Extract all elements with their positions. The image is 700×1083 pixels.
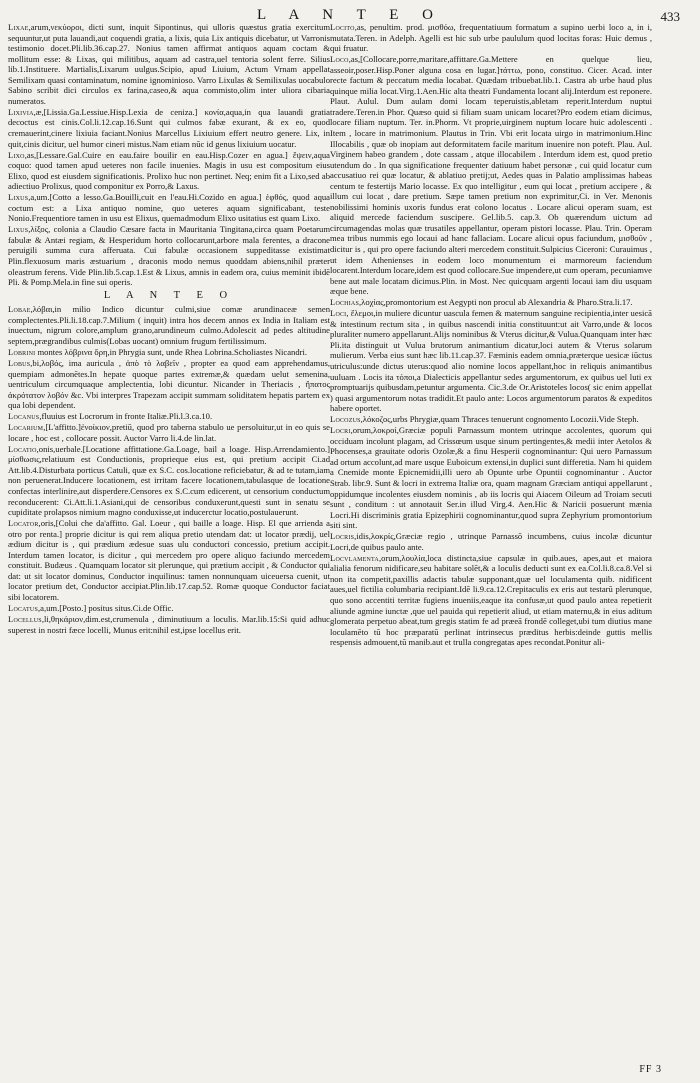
running-head-title: L A N T E O [257, 7, 443, 23]
entry-headword: Locator [8, 518, 39, 529]
entry-headword: Lochias [330, 297, 359, 308]
entry-headword: Lobus [8, 357, 31, 368]
entry-text: ,arum,νεκύοροι, dicti sunt, inquit Sipontinus, qui ulloris quæstus gratia exercitum sequuntur,ut puta lauandi,aut coquendi gratia, a lixis, quia Lix antiquis dicebatur, ut Varronis testimonio docet.Pli.lib.36.cap.27. Nonius tamen affirmat antiquos aquam coctam & mollitum esse: & Lixas, qui militibus, aquam ad castra,uel tentoria solent ferre. Silius lib.1.Instituere. Martialis,Lixarum uulgus.Scipio, apud Liuium, Actum Vrnam appellat Semilixam quasi contaminatum, nomine ignominioso. Varro Lixulas & Semilixulas uocabulo Sabino scribit dici circulos ex farina,caseo,& aqua commisto,olim inter uliora cibaria numeratos. [8, 22, 330, 106]
entry-text: ,λόκοζος,urbs Phrygiæ,quam Thraces tenuerunt cognomento Locozii.Vide Steph. [360, 414, 639, 425]
dictionary-entry [8, 224, 330, 287]
dictionary-entry [8, 22, 330, 106]
entry-text: ,bi,λοβός, ima auricula , ἀπὸ τὸ λαβεῖν , propter ea quod eam apprehendamus, quempiam admonētes.In hepate quoque partes extremæ,& quædam uelut semenina, uentriculum circumquaque amplectentia, lobi dicuntur. Nicander in Theriacis , ἤπατος ἀκρότατον λοβόν &c. Vbi interpres Trapezam accipit summam soliditatem hepatis partem ex qua lobi dependent. [8, 357, 330, 411]
dictionary-entry [330, 54, 652, 297]
entry-headword: Locatus [8, 603, 38, 614]
dictionary-entry [8, 411, 330, 422]
dictionary-entry [8, 150, 330, 192]
entry-text: ,[L'affitto.]ἐνοίκιον,pretiū, quod pro taberna stabulo ue persoluitur,ut in eo quis se locare , hoc est , collocare possit. Auctor Varro li.4.de lin.lat. [8, 422, 330, 443]
entry-headword: Lixae [8, 22, 29, 32]
entry-text: ,orum,λοκροί,Græciæ populi Parnassum montem utrinque accolentes, quorum qui occiduam incolunt plagam, ad Crissœum usque sinum pertingentes,& medii inter Aetolos & Phocenses,a grauitate odoris Ozolæ,& a finu Hesperii cognominantur: Qui uero Parnassum ad ortum accolunt,ad mare usque Euboicum extensi,in duplici sunt differetia. Nam hi quidem a Cnemide monte Epicnemidii,illi uero ab Opunte urbe Opuntii cognominantur . Auctor Strab. libr.9. Sunt & locri in extrema Italiæ ora, quam magnam Græciam antiqui appellarunt , oppidumque incolentes eiusdem nominis , ab iis locris qui Aiacem Oileum ad Troiam secuti sunt , conditum : ut annotauit Ser.in illud Virg.4. Aen.Hic & Naricii posuerunt mænia Locri.Hi discriminis gratia Epizephirii cognominantur,quod supra Zephyrium promontorium siti sint. [330, 425, 652, 531]
dictionary-entry [330, 531, 652, 552]
entry-text: ,æ,[Lissia.Ga.Lessiue.Hisp.Lexia de ceniza.] κονία,aqua,in qua lauandi gratia decoctus est cinis.Col.li.12.cap.16.Sunt qui culmos fabæ exurant, & ex eo, quod cremauerint,cinere lixiuia faciant.Nonius Marcellus Lixiuium effert neutro genere. Lix, in quit,cinis dicitur, uel humor cineri mistus.Nam etiam nūc id genus lixiuium uocatur. [8, 106, 330, 149]
entry-headword: Locris [330, 531, 355, 542]
dictionary-entry [8, 444, 330, 518]
dictionary-entry [8, 422, 330, 443]
entry-text: montes λόβρινα ὄρη,in Phrygia sunt, unde Rhea Lobrina.Scholiastes Nicandri. [35, 346, 308, 357]
dictionary-entry [8, 347, 330, 358]
entry-text: , ἕλεμοι,in muliere dicuntur uascula femen & maternum sanguine recipientia,inter uesicā & intestinum rectum sita , in quibus nascendi initia constituunt:ut ait Varro,unde & locos pluraliter numero appellarunt.Alijs nominibus & Vterus dicitur,& Vulua.Quanquam inter hæc Pli.ita distinguit ut Vulua brutorum animantium dicatur,loci autem & Vterus solarum mulierum. Verba eius sunt hæc lib.11.cap.37. Fæminis eadem omnia,præterque uesicæ iūctus utriculus:unde dictus uterus:quod alio nomine locos appellant,hoc in reliquis animantibus uuluam . Locis ita τόποι,a Dialecticis appellantur sedes argumentorum, ex quibus uel luti ex promptuarijs quibusdam,petuntur argumenta. Cic.3.de Or.Aristoteles locos( sic enim appellat ) quasi argumentorum notas tradidit.Et paulo ante: Locos argumentorum paratos & expeditos habere oportet. [330, 308, 652, 414]
left-column [8, 22, 330, 636]
entry-headword: Lixus [8, 192, 29, 203]
dictionary-entry [8, 304, 330, 346]
dictionary-entry [330, 297, 652, 308]
entry-text: ,a,um.[Cotto a lesso.Ga.Bouilli,cuit en l'eau.Hi.Cozido en agua.] ἑφθός, quod aqua coctum est: a Lixa antiquo nomine, quo ueteres aquam significabant, teste Nonio.Frequentiore tamen in usu est Elixus, quemadmodum Elixo usitatius est quam Lixo. [8, 192, 330, 224]
entry-headword: Locarium [8, 422, 44, 433]
entry-headword: Loco [330, 54, 349, 65]
entry-text: ,λοχίας,promontorium est Aegypti non procul ab Alexandria & Pharo.Stra.li.17. [359, 297, 633, 308]
dictionary-entry [8, 603, 330, 614]
section-heading: L A N T E O [103, 289, 235, 301]
entry-text: ,λόβαι,in milio Indico dicuntur culmi,siue comæ arundinaceæ semen complectentes.Pli.li.18.cap.7.Milium ( inquit) intra hos decem annos ex India in Italiam est inuectum, nigrum colore,amplum grano,arundineum culmo.Adolescit ad pedes altitudine septem,prægrandibus culmis(Lobas uocant) omnium frugum fertilissimum. [8, 304, 330, 346]
entry-headword: Lixo [8, 149, 25, 160]
right-column [330, 22, 652, 648]
dictionary-entry [330, 414, 652, 425]
entry-text: ,onis,uerbale.[Locatione affittatione.Ga.Loage, bail a loage. Hisp.Arrendamiento.] μίσθωσις,relatiuum est Conductionis, proprieque eius est, qui pretium accipit Ci.ad Att.lib.4.Disturbata porticus Catuli, quæ ex S.C. cos.locatione reficiebatur, & ad te tutam,iam non peruenerat.Inducere locationem, est irritam facere locationem,tabulasque de locatione confectas interlinire,aut disperdere.Censores ex S.C.cum edicerent, ut censorium conductum reconducerent: Ci.Att.li.1.Asiani,qui de censoribus conduxerunt,questi sunt in senatu se cupiditate prolapsos nimium magno conduxisse,ut inducerctur locatio,postulauerunt. [8, 443, 330, 518]
entry-text: ,li,θηκάριον,dim.est,crumenula , diminutiuum a loculis. Mar.lib.15:Si quid adhuc superest in nostri fæce locelli, Munus erit:nihil est,ipse locellus erit. [8, 614, 330, 635]
dictionary-entry [8, 614, 330, 635]
entry-headword: Locri [330, 425, 351, 436]
entry-text: ,λίξος, colonia a Claudio Cæsare facta in Mauritania Tingitana,circa quam Poetarum fabulæ & Antæi regiam, & Hesperidum horto collocarunt,arbore mala ferentes, a dracone peruigili summa cura afferuata. Cui fabulæ occasionem suppeditasse existimat Plin.flexuosum maris æstuarium , draconis modo nemus quoddam abiens,nihil præter oleastrum ferens. Vide Plin.lib.5.cap.1.Est & Lixus, amnis in eadem ora, cuius meminit ibidē Pli. & Pomp.Mela.in fine sui operis. [8, 224, 330, 288]
entry-headword: Lobrini [8, 346, 36, 357]
entry-headword: Lobae [8, 304, 31, 315]
dictionary-entry [8, 518, 330, 602]
entry-headword: Lixus [8, 224, 29, 235]
dictionary-entry [8, 358, 330, 411]
page-number: 433 [660, 9, 680, 24]
entry-headword: Locito [330, 22, 355, 32]
entry-headword: Locozus [330, 414, 361, 425]
entry-text: ,orum,λουλία,loca distincta,siue capsulæ in quib.aues, apes,aut et maiora alialia fenorum nidificare,seu habitare solēt,& a loculis deducti sunt ex ea.Col.li.8.ca.8.Vel si non ita competit,paxillis adactis tabulæ supponant,quæ uel loculamenta quib. nidificent aues,uel fictilia columbaria recipiant.Idē li.9.ca.12.Crepitaculis ex eris aut testarū plerunque, quo sono accentiti territæ fugiens inueniis,eaque ita confusæ,ut quod paulo antea repetierit aliunde agmine iunctæ ,que uel pauida qui repetierit aliud, ut etiam maternu,& in eius aditum glomerata perpetuo abeat,tum gregis statim fe ad præeā frondē colleget,ubi tum diutius mane loculamēto tū hoc præparatū perlinat intrinsecus præditus herbis:deinde guttis mellis respensis admouent,tū manib.aut et trulla congregatas apes recondat.Ponitur ali- [330, 552, 652, 648]
dictionary-entry [330, 22, 652, 54]
dictionary-entry [330, 308, 652, 413]
dictionary-entry [8, 107, 330, 149]
entry-headword: Locanus [8, 411, 40, 422]
entry-headword: Loci [330, 308, 347, 319]
entry-text: ,as,[Lessare.Gal.Cuire en eau.faire bouilir en eau.Hisp.Cozer en agua.] ἕψειν,aqua coquo: quod tamen apud ueteres non facile inuenies. Magis in usu est compositum eius Elixo, quod est eiusdem significationis. Prolixo huc non pertinet. Neq; enim fit a Lixo,sed ab adiectiuo Prolixus, quod componitur ex Porro,& Laxus. [8, 149, 330, 192]
entry-text: ,idis,λοκρίς,Græciæ regio , utrinque Parnassō incumbens, cuius incolæ dicuntur Locri,de quibus paulo ante. [330, 531, 652, 552]
entry-headword: Lixivia [8, 106, 34, 117]
entry-headword: Locellus [8, 614, 42, 625]
dictionary-entry [8, 192, 330, 224]
dictionary-entry [330, 553, 652, 648]
dictionary-entry [330, 425, 652, 530]
entry-text: ,fluuius est Locrorum in fronte Italiæ.Pli.l.3.ca.10. [39, 411, 213, 422]
entry-headword: Locvlamenta [330, 552, 379, 563]
entry-text: ,oris,[Colui che da'affitto. Gal. Loeur , qui baille a loage. Hisp. El que arrienda a otro por renta.] proprie dicitur is qui rem aliqua pretio utendam dat: ut locator prædij, uel ædium dicitur is , qui prædium ædesue suas ulu conductori concessio, pretium accipit. Interdum tamen locator, is dicitur , qui mercedem pro opere aliquo faciundo mercedem constituit. Budæus . Quamquam locator sit plerunque, qui prætium accipit , & Conductor qui dat: ut sit locator dominus, Conductor inquilinus: tamen nonnunquam uiceuersa cuenit, ut locator pretium det, Conductor accipiat.Plin.lib.17.cap.52. Romæ quoque Conductor faciat sibi locatorem. [8, 518, 330, 602]
entry-headword: Locatio [8, 443, 37, 454]
entry-text: ,as,[Collocare,porre,maritare,affittare.Ga.Mettere en quelque lieu, asseoir,poser.Hisp.Poner alguna cosa en lugar.]τάττω, pono, constituo. Cicer. Acad. inter recte factum & peccatum media locabat. Quædam tribuebat.lib.1. Castra ab urbe haud plus quinque milia locat.Virg.1.Aen.Hic alta theatri Fundamenta locant alij.Interdum est reponere. Plaut. Aulul. Dum aulam domi locam teperuistis,abletam reperit.Interdum nuptui tradere.Teren.in Phor. Quæso quid si filiam suam unicam locaret?Pro eodem etiam dicimus, locare filiam nuptum. Ter. in.Phorm. Vt proprie,uirginem nuptum locare huic adolescenti . Item , locare in matrimonium. Plautus in Trin. Vbi erit locata uirgo in matrimonium.Hinc Illocabilis , quæ ob inopiam aut deformitatem facile maritum inuenire non poteft. Plau. Aul. Virginem habeo grandem , dote cassam , atque illocabilem . Interdum idem est, quod pretio utendum do . In qua significatione frequenter datiuum habet personæ , cui quid locatur cum accusatiuo rei quæ locatur, & ablatiuo pretij;ut, Aedes quas in Palatio amplissimas habeas centum te festertijs Mario locasse. Ex quo intelligitur , eum qui locat , pretium accipere , & illum cui locat , dare pretium. Sæpe tamen pretium non exprimitur,Ci. in Ver. Menonis nobilissimi hominis uxoris fundus erat colono locatus . Locare alicui operam suam, est aliquid mercede faciendum suscipere. Gel.lib.5. cap.3. Ob quærendum uictum ad circumagendas molas quæ trusatiles appellantur, operam pistori locasse. Plau. Trin. Operam mea tribus nummis ego locaui ad hanc fallaciam. Locare alicui opus faciundum, μισθοῦν , dicitur is , qui pro opere faciundo alteri mercedem constituit.Sulpicius Ciceroni: Curauimus , ut idem Athenienses in eodem loco monumentum ei marmoreum faciendum locarent.Interdum locare,idem est quod collocare.Sue impendere,ut cum operam, pecuniamve bene aut male locatam dicimus.Plin. in Most. Nec quicquam argenti locaui iam diu usquam æque bene. [330, 54, 652, 297]
signature-mark: FF 3 [639, 1064, 662, 1075]
entry-text: ,a,um.[Posto.] positus situs.Ci.de Offic. [38, 603, 174, 614]
entry-text: ,as, penultim. prod. μισθόω, frequentatiuum formatum a supino uerbi loco a, in i, mutata.Teren. in Adelph. Agelli est hic sub urbe paululum quod locitas foras: Huic demus , qui fruatur. [330, 22, 652, 54]
